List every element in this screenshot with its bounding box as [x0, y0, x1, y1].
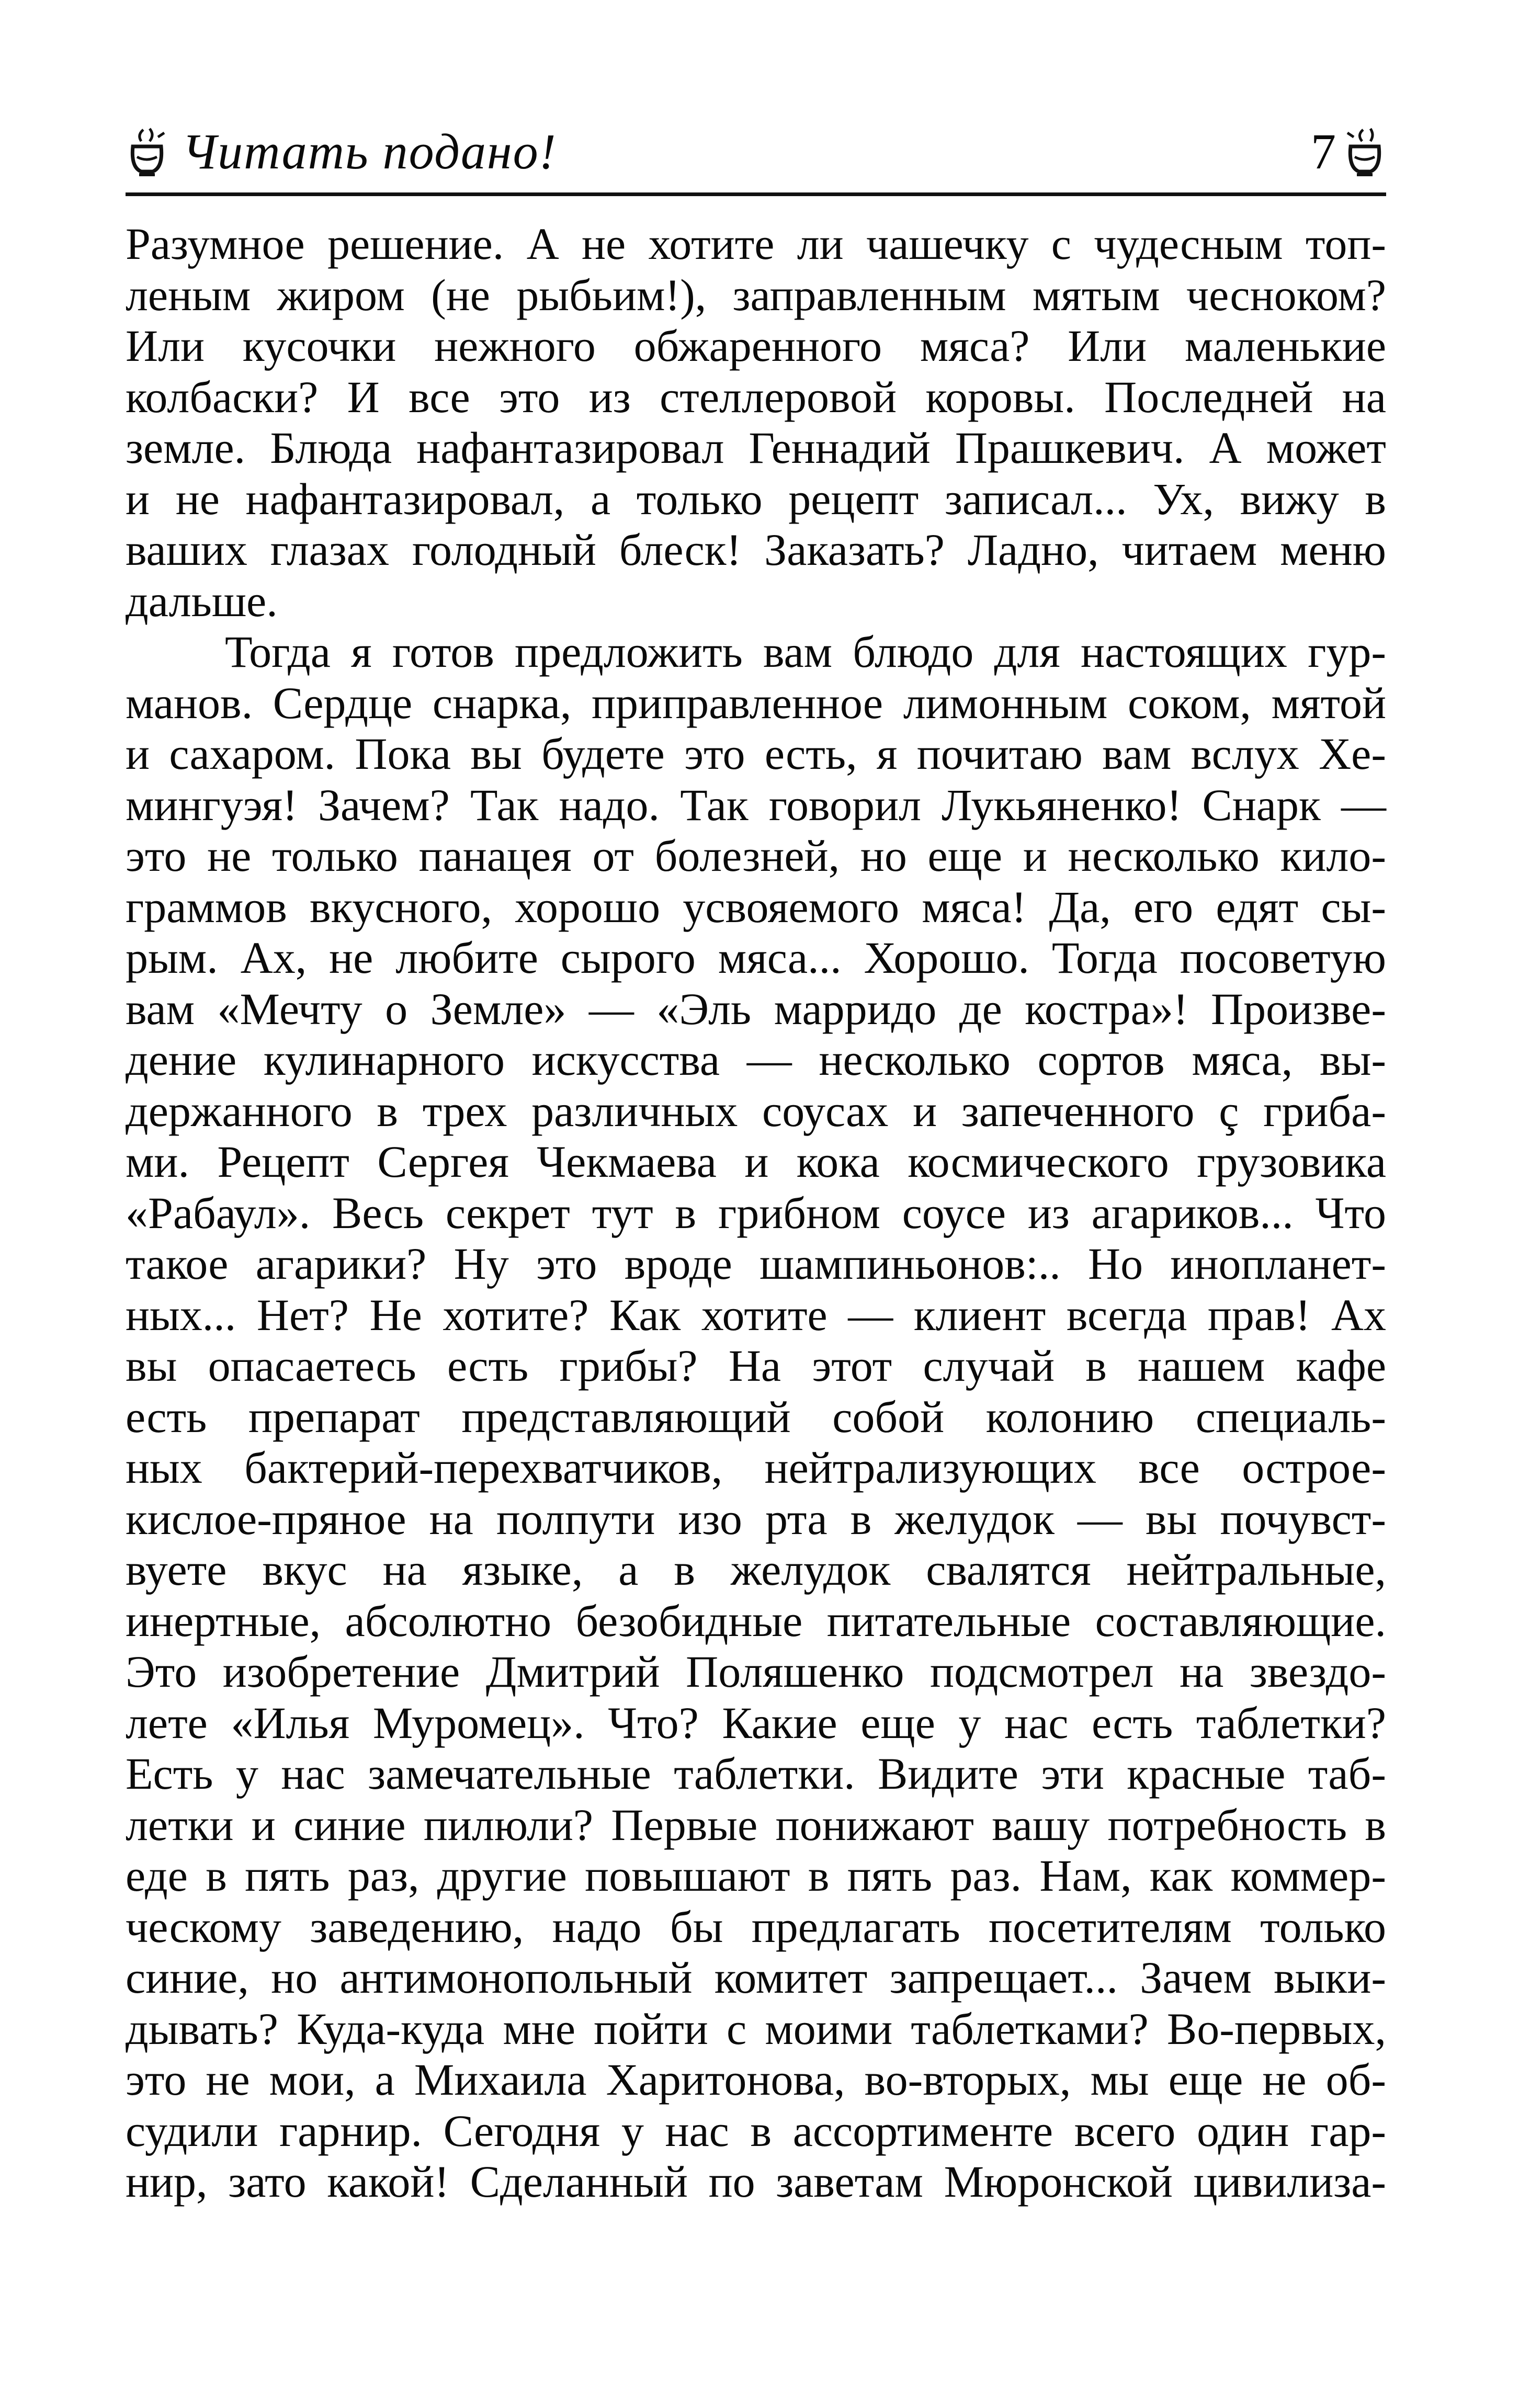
text-line: инертные, абсолютно безобидные питательные составляющие. [126, 1595, 1386, 1646]
text-line: колбаски? И все это из стеллеровой коровы. Последней на [126, 371, 1386, 422]
text-line: вы опасаетесь есть грибы? На этот случай в нашем кафе [126, 1341, 1386, 1391]
text-line: такое агарики? Ну это вроде шампиньонов:.. Но инопланет- [126, 1239, 1386, 1289]
page-number: 7 [1311, 123, 1336, 179]
cup-icon [126, 126, 168, 178]
text-line: вуете вкус на языке, а в желудок свалятся нейтральные, [126, 1544, 1386, 1595]
text-line: еде в пять раз, другие повышают в пять раз. Нам, как коммер- [126, 1850, 1386, 1901]
text-line: Тогда я готов предложить вам блюдо для настоящих гур- [225, 627, 1386, 677]
text-line: вам «Мечту о Земле» — «Эль марридо де костра»! Произве- [126, 983, 1386, 1034]
text-line: лете «Илья Муромец». Что? Какие еще у нас есть таблетки? [126, 1697, 1386, 1748]
text-line: ми. Рецепт Сергея Чекмаева и кока космического грузовика [126, 1137, 1386, 1187]
text-line: это не мои, а Михаила Харитонова, во-вторых, мы еще не об- [126, 2054, 1386, 2105]
text-line: судили гарнир. Сегодня у нас в ассортименте всего один гар- [126, 2105, 1386, 2156]
text-line: и сахаром. Пока вы будете это есть, я почитаю вам вслух Хе- [126, 729, 1386, 779]
text-line: и не нафантазировал, а только рецепт записал... Ух, вижу в [126, 473, 1386, 524]
text-line: граммов вкусного, хорошо усвояемого мяса! Да, его едят сы- [126, 881, 1386, 932]
text-line: Или кусочки нежного обжаренного мяса? Или маленькие [126, 321, 1386, 371]
text-line: дывать? Куда-куда мне пойти с моими таблетками? Во-первых, [126, 2003, 1386, 2054]
text-line: Разумное решение. А не хотите ли чашечку с чудесным топ- [126, 219, 1386, 269]
text-line: нир, зато какой! Сделанный по заветам Мюронской цивилиза- [126, 2156, 1386, 2207]
text-line: синие, но антимонопольный комитет запрещает... Зачем выки- [126, 1952, 1386, 2003]
text-line: ческому заведению, надо бы предлагать посетителям только [126, 1901, 1386, 1952]
header-left [126, 112, 557, 191]
text-line: Это изобретение Дмитрий Поляшенко подсмотрел на звездо- [126, 1646, 1386, 1697]
paragraph [126, 219, 1386, 627]
text-line: есть препарат представляющий собой колонию специаль- [126, 1391, 1386, 1442]
running-header [126, 112, 1386, 196]
text-line: дение кулинарного искусства — несколько сортов мяса, вы- [126, 1035, 1386, 1085]
text-line: держанного в трех различных соусах и запеченного ç гриба- [126, 1085, 1386, 1136]
text-line: мингуэя! Зачем? Так надо. Так говорил Лукьяненко! Снарк — [126, 779, 1386, 830]
text-line: Есть у нас замечательные таблетки. Видите эти красные таб- [126, 1748, 1386, 1799]
body-text [126, 219, 1386, 2208]
text-line: дальше. [126, 575, 278, 626]
text-line: кислое-пряное на полпути изо рта в желудок — вы почувст- [126, 1493, 1386, 1544]
cup-icon [1343, 126, 1386, 178]
text-line: «Рабаул». Весь секрет тут в грибном соусе из агариков... Что [126, 1187, 1386, 1238]
text-line: рым. Ах, не любите сырого мяса... Хорошо. Тогда посоветую [126, 933, 1386, 983]
text-line: это не только панацея от болезней, но еще и несколько кило- [126, 831, 1386, 881]
text-line: ных... Нет? Не хотите? Как хотите — клиент всегда прав! Ах [126, 1289, 1386, 1340]
text-line: земле. Блюда нафантазировал Геннадий Прашкевич. А может [126, 423, 1386, 473]
text-line: манов. Сердце снарка, приправленное лимонным соком, мятой [126, 677, 1386, 728]
text-line: леным жиром (не рыбьим!), заправленным мятым чесноком? [126, 269, 1386, 320]
text-line: летки и синие пилюли? Первые понижают вашу потребность в [126, 1799, 1386, 1850]
header-right [1311, 112, 1386, 191]
paragraph [126, 627, 1386, 2208]
header-title: Читать подано! [182, 123, 557, 179]
text-line: ных бактерий-перехватчиков, нейтрализующих все острое- [126, 1442, 1386, 1493]
text-line: ваших глазах голодный блеск! Заказать? Ладно, читаем меню [126, 525, 1386, 575]
